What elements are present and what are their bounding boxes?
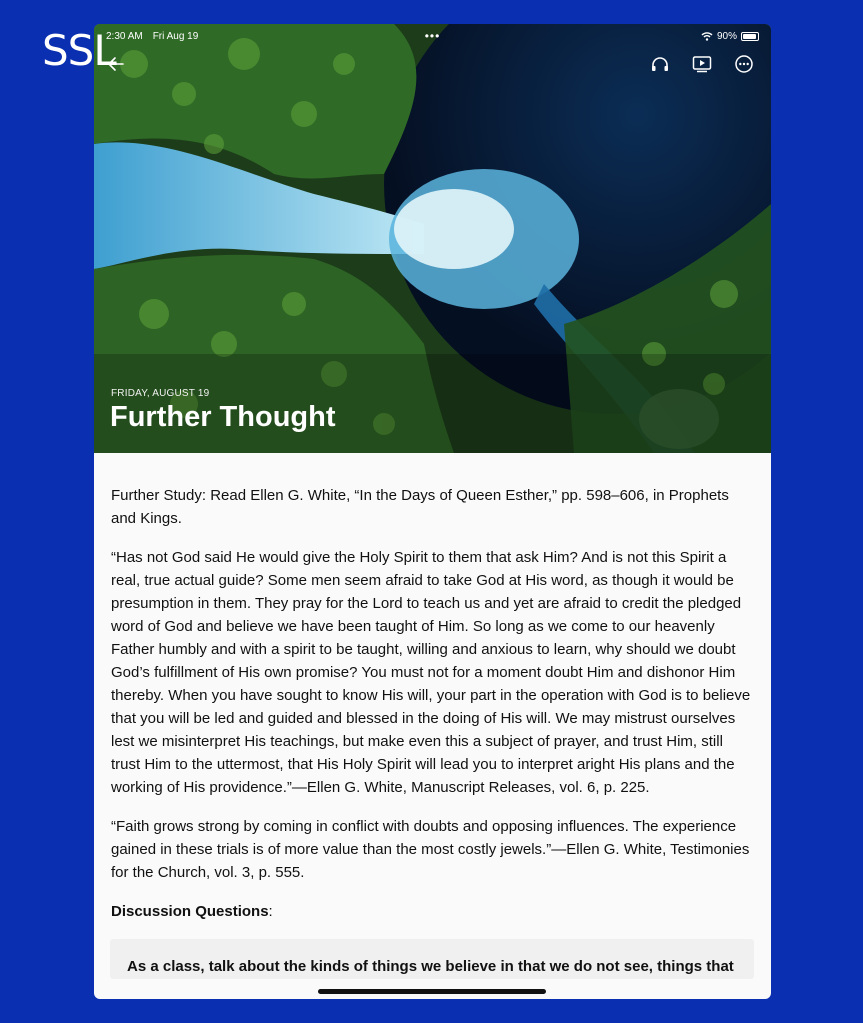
multitasking-dots-icon[interactable]: ••• [424,29,441,43]
more-icon[interactable] [733,54,755,74]
further-study-paragraph: Further Study: Read Ellen G. White, “In the Days of Queen Esther,” pp. 598–606, in Prophets and Kings. [111,487,729,527]
quote-paragraph-2: “Faith grows strong by coming in conflict with doubts and opposing influences. The experience gained in these trials is of more value than the most costly jewels.”—Ellen G. White, Testimonies for the Church, vol. 3, p. 555. [111,818,750,881]
discussion-colon: : [268,903,273,920]
status-time: 2:30 AM [106,30,143,42]
wifi-icon [701,31,713,41]
nav-actions [649,54,755,74]
discussion-question-1: As a class, talk about the kinds of things we believe in that we do not see, things that [127,958,734,975]
battery-percent: 90% [716,30,737,42]
ssl-logo: SSL [42,26,116,75]
lesson-content [94,453,771,979]
top-nav [94,52,771,76]
discussion-question-card[interactable] [110,939,754,979]
status-date: Fri Aug 19 [152,30,199,42]
quote-paragraph-1: “Has not God said He would give the Holy Spirit to them that ask Him? And is not this Spirit a real, true actual guide? Some men seem afraid to take God at His word, as though it would be presumption in them. They pray for the Lord to teach us and yet are afraid to credit the pledged word of God and believe we have been taught of Him. So long as we come to our heavenly Father humbly and with a spirit to be taught, willing and anxious to learn, why should we doubt God’s fulfillment of His own promise? You must not for a moment doubt Him and dishonor Him thereby. When you have sought to know His will, your part in the operation with God is to believe that you will be led and guided and blessed in the doing of His will. We may mistrust ourselves lest we misinterpret His teachings, but make even this a subject of prayer, and trust Him, still trust Him to the uttermost, that His Holy Spirit will lead you to interpret aright His plans and the working of His providence.”—Ellen G. White, Manuscript Releases, vol. 6, p. 225. [111,549,751,796]
lesson-title: Further Thought [110,401,336,433]
headphones-icon[interactable] [649,54,671,74]
home-indicator[interactable] [318,989,546,994]
tablet-screen [94,24,771,999]
battery-icon [741,32,759,41]
hero-header [94,24,771,453]
discussion-heading [111,900,751,923]
status-right [701,31,759,42]
status-bar [106,28,759,44]
battery-fill [743,34,756,39]
video-icon[interactable] [691,54,713,74]
discussion-label: Discussion Questions [111,903,269,920]
lesson-date: FRIDAY, AUGUST 19 [111,388,210,399]
